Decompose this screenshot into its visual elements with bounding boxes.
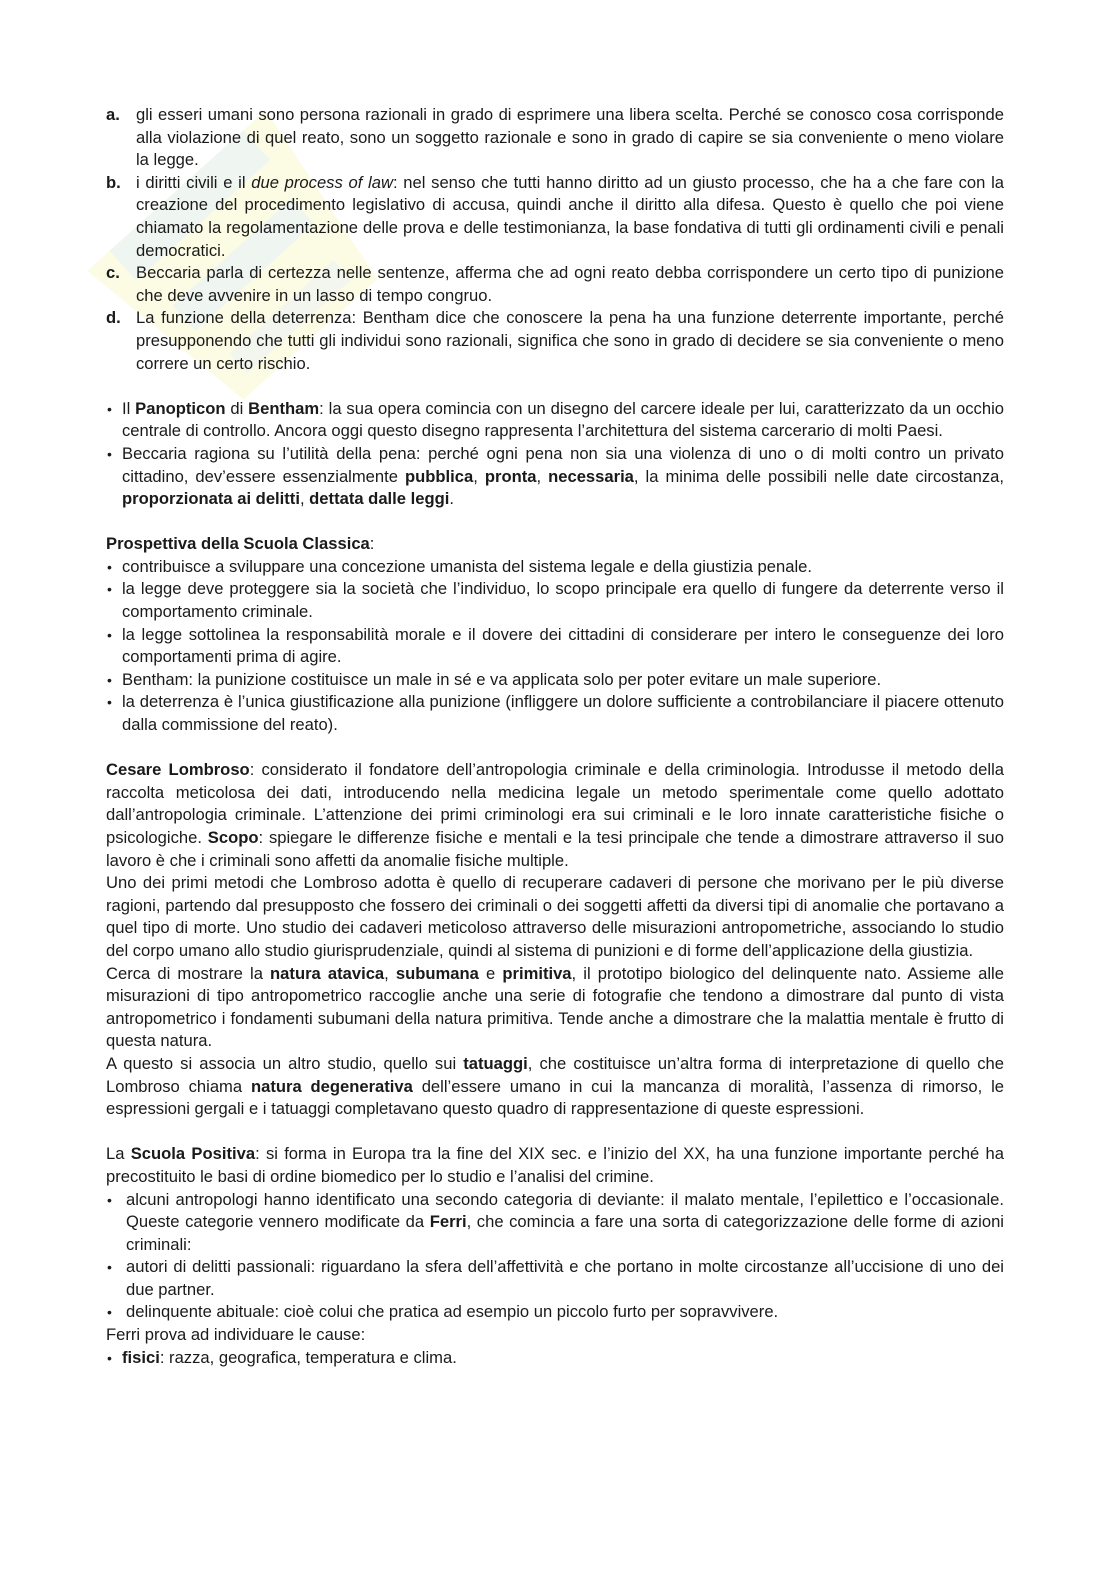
bold-term: Scuola Positiva	[130, 1144, 256, 1164]
section-heading: Prospettiva della Scuola Classica:	[106, 534, 375, 554]
bold-term: Ferri	[429, 1212, 467, 1232]
list-item	[106, 172, 1004, 262]
bold-term: subumana	[395, 963, 479, 983]
list-item: • alcuni antropologi hanno identificato una secondo categoria di deviante: il malato mentale, l’epilettico e l’occasionale. Queste categorie vennero modificate da Ferri, che comincia a fare una sorta di categorizzazione delle forme di azioni criminali:	[106, 1189, 1004, 1257]
list-item-text: gli esseri umani sono persona razionali in grado di esprimere una libera scelta. Perché se conosco cosa corrisponde alla violazione di quel reato, sono un soggetto razionale e sono in grado di capire se sia conveniente o meno violare la legge.	[136, 105, 1004, 170]
lettered-list	[106, 104, 1004, 375]
list-item-text: : nel senso che tutti hanno diritto ad un giusto processo, che ha a che fare con la creazione del procedimento legislativo di accusa, quindi anche il diritto alla difesa. Questo è quello che poi viene chiamato la regolamentazione delle prova e delle testimonianza, la base fondativa di tutti gli ordinamenti civili e penali democratici.	[136, 172, 1005, 260]
bold-term: Scopo	[207, 828, 259, 847]
list-item: • fisici: razza, geografica, temperatura e clima.	[106, 1347, 1004, 1370]
paragraph: Cerca di mostrare la natura atavica, subumana e primitiva, il prototipo biologico del delinquente nato. Assieme alle misurazioni di tipo antropometrico raccoglie anche una serie di fotografie che tendono a dimostrare dal punto di vista antropometrico i fondamenti subumani della natura primitiva. Tende anche a dimostrare che la malattia mentale è frutto di questa natura.	[106, 963, 1004, 1051]
list-item: • la legge deve proteggere sia la società che l’individuo, lo scopo principale era quello di fungere da deterrente verso il comportamento criminale.	[106, 578, 1004, 623]
bold-term: Panopticon	[135, 398, 226, 418]
list-item: • delinquente abituale: cioè colui che pratica ad esempio un piccolo furto per sopravvivere.	[106, 1301, 1004, 1324]
paragraph: Uno dei primi metodi che Lombroso adotta è quello di recuperare cadaveri di persone che morivano per le più diverse ragioni, partendo dal presupposto che fossero dei criminali o dei soggetti affetti da diversi tipi di anomalie che portavano a quel tipo di morte. Uno studio dei cadaveri meticoloso attraverso delle misurazioni antropometriche, associando lo studio del corpo umano allo studio giurisprudenziale, quindi al sistema di punizioni e di forme dell’applicazione della giustizia.	[106, 873, 1004, 960]
list-marker: c.	[106, 263, 120, 283]
bold-term: pubblica	[405, 466, 474, 486]
bold-term: pronta	[484, 466, 537, 486]
bold-term: primitiva	[502, 963, 572, 983]
bold-term: natura atavica	[270, 963, 385, 983]
list-item	[106, 104, 1004, 172]
bold-term: necessaria	[548, 466, 634, 486]
bold-term: Bentham	[248, 398, 320, 418]
bullet-list	[106, 1347, 1004, 1370]
list-item-text: Beccaria parla di certezza nelle sentenze, afferma che ad ogni reato debba corrispondere un certo tipo di punizione che deve avvenire in un lasso di tempo congruo.	[136, 263, 1004, 305]
list-item: • la deterrenza è l’unica giustificazione alla punizione (infliggere un dolore sufficiente a controbilanciare il piacere ottenuto dalla commissione del reato).	[106, 691, 1004, 736]
heading-text: Prospettiva della Scuola Classica	[106, 534, 370, 554]
list-marker: b.	[106, 172, 121, 192]
list-item-text: i diritti civili e il	[136, 172, 252, 192]
paragraph: Ferri prova ad individuare le cause:	[106, 1325, 366, 1345]
list-item: • la legge sottolinea la responsabilità morale e il dovere dei cittadini di considerare per intero le conseguenze dei loro comportamenti prima di agire.	[106, 624, 1004, 669]
list-item: • Bentham: la punizione costituisce un male in sé e va applicata solo per poter evitare un male superiore.	[106, 669, 1004, 692]
paragraph: Cesare Lombroso: considerato il fondatore dell’antropologia criminale e della criminologia. Introdusse il metodo della raccolta meticolosa dei dati, introducendo nella medicina legale un metodo sperimentale come quello adottato dall’antropologia criminale. L’attenzione dei primi criminologi era sui criminali e le loro innate caratteristiche fisiche o psicologiche. Scopo: spiegare le differenze fisiche e mentali e la tesi principale che tende a dimostrare attraverso il suo lavoro è che i criminali sono affetti da anomalie fisiche multiple.	[106, 760, 1004, 870]
paragraph: A questo si associa un altro studio, quello sui tatuaggi, che costituisce un’altra forma di interpretazione di quello che Lombroso chiama natura degenerativa dell’essere umano in cui la mancanza di moralità, l’assenza di rimorso, le espressioni gergali e i tatuaggi completavano questo quadro di rappresentazione di queste espressioni.	[106, 1053, 1004, 1119]
bold-term: Cesare Lombroso	[106, 760, 250, 780]
bold-term: dettata dalle leggi	[309, 489, 450, 509]
bullet-list	[106, 1189, 1004, 1325]
italic-term: due process of law	[251, 172, 393, 192]
list-marker: d.	[106, 308, 121, 328]
list-item: • contribuisce a sviluppare una concezione umanista del sistema legale e della giustizia penale.	[106, 556, 1004, 579]
list-item	[106, 307, 1004, 375]
bullet-list	[106, 398, 1004, 511]
list-item: • Beccaria ragiona su l’utilità della pena: perché ogni pena non sia una violenza di uno o di molti contro un privato cittadino, dev’essere essenzialmente pubblica, pronta, necessaria, la minima delle possibili nelle date circostanza, proporzionata ai delitti, dettata dalle leggi.	[106, 443, 1004, 511]
list-item-text: La funzione della deterrenza: Bentham dice che conoscere la pena ha una funzione deterrente importante, perché presupponendo che tutti gli individui sono razionali, significa che sono in grado di decidere se sia conveniente o meno correre un certo rischio.	[136, 308, 1004, 373]
bullet-list	[106, 556, 1004, 737]
document-page	[106, 104, 1004, 1369]
paragraph: La Scuola Positiva: si forma in Europa tra la fine del XIX sec. e l’inizio del XX, ha una funzione importante perché ha precostituito le basi di ordine biomedico per lo studio e l’analisi del crimine.	[106, 1144, 1005, 1186]
list-marker: a.	[106, 105, 120, 124]
bold-term: tatuaggi	[463, 1053, 528, 1073]
list-item: • Il Panopticon di Bentham: la sua opera comincia con un disegno del carcere ideale per lui, caratterizzato da un occhio centrale di controllo. Ancora oggi questo disegno rappresenta l’architettura del sistema carcerario di molti Paesi.	[106, 398, 1004, 443]
list-item: • autori di delitti passionali: riguardano la sfera dell’affettività e che portano in molte circostanze all’uccisione di uno dei due partner.	[106, 1256, 1004, 1301]
bold-term: fisici	[122, 1347, 160, 1367]
bold-term: proporzionata ai delitti	[122, 489, 300, 509]
list-item	[106, 262, 1004, 307]
bold-term: natura degenerativa	[250, 1076, 413, 1096]
